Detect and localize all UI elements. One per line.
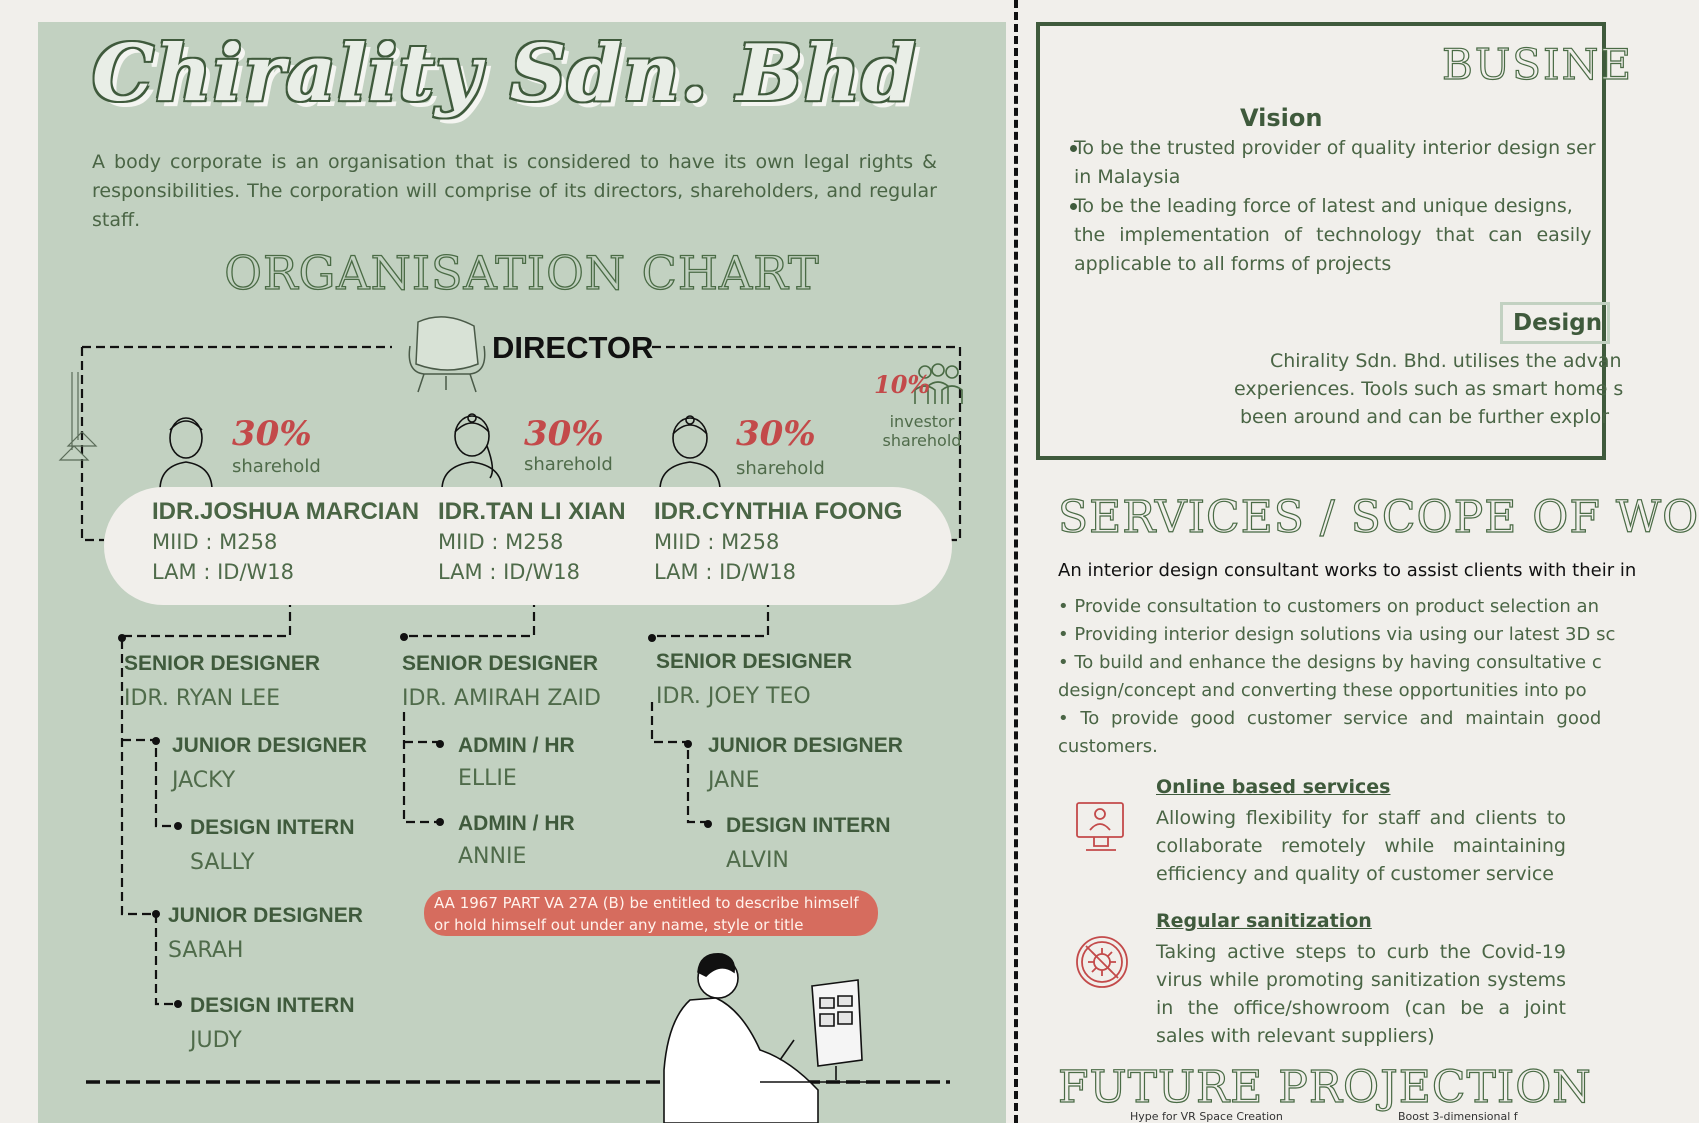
branch1-intern2-name: JUDY	[190, 1028, 242, 1053]
director-avatar-female-2	[660, 416, 720, 490]
services-title: SERVICES / SCOPE OF WO	[1058, 492, 1699, 543]
branch1-junior2-role: JUNIOR DESIGNER	[168, 904, 363, 927]
branch2-admin2-name: ANNIE	[458, 844, 527, 869]
branch1-senior-name: IDR. RYAN LEE	[124, 686, 281, 711]
armchair-icon	[409, 317, 484, 392]
branch3-junior-name: JANE	[708, 768, 760, 793]
vision-line: the implementation of technology that can easily	[1074, 224, 1592, 246]
director-miid: MIID : M258	[152, 530, 278, 554]
branch1-intern1-role: DESIGN INTERN	[190, 816, 355, 839]
page-divider	[1014, 0, 1018, 1123]
sanitization-title: Regular sanitization	[1156, 910, 1372, 932]
director-label: DIRECTOR	[492, 330, 654, 365]
service-line: • Providing interior design solutions via using our latest 3D sc	[1058, 624, 1616, 645]
branch1-junior1-role: JUNIOR DESIGNER	[172, 734, 367, 757]
director-2-percent: 30%	[524, 414, 604, 454]
branch1-junior2-name: SARAH	[168, 938, 244, 963]
director-miid: MIID : M258	[654, 530, 780, 554]
sanitization-body: Taking active steps to curb the Covid-19 virus while promoting sanitization systems in the office/showroom (can be a joint sales with relevant suppliers)	[1156, 941, 1566, 1047]
branch2-admin2-role: ADMIN / HR	[458, 812, 575, 835]
branch1-intern1-name: SALLY	[190, 850, 255, 875]
services-intro: An interior design consultant works to assist clients with their in	[1058, 560, 1637, 581]
branch3-senior-name: IDR. JOEY TEO	[656, 684, 811, 709]
lamp-icon	[60, 372, 96, 460]
director-3-percent: 30%	[736, 414, 816, 454]
branch2-senior-name: IDR. AMIRAH ZAID	[402, 686, 601, 711]
director-2-share-label: sharehold	[524, 454, 613, 475]
director-miid: MIID : M258	[438, 530, 564, 554]
branch1-intern2-role: DESIGN INTERN	[190, 994, 355, 1017]
branch2-admin1-role: ADMIN / HR	[458, 734, 575, 757]
service-line: customers.	[1058, 736, 1158, 757]
director-avatar-female-1	[442, 414, 502, 490]
director-card-1	[152, 498, 419, 584]
online-services-title: Online based services	[1156, 776, 1391, 798]
vision-title: Vision	[1240, 104, 1323, 132]
service-line: • To build and enhance the designs by having consultative c	[1058, 652, 1602, 673]
director-card-2	[438, 498, 626, 584]
branch2-admin1-name: ELLIE	[458, 766, 517, 791]
business-title: BUSINE	[1442, 40, 1634, 89]
service-line: • Provide consultation to customers on product selection an	[1058, 596, 1599, 617]
branch1-junior1-name: JACKY	[172, 768, 236, 793]
director-lam: LAM : ID/W18	[152, 560, 295, 584]
service-line: • To provide good customer service and maintain good	[1058, 708, 1602, 729]
design-tag: Design	[1500, 302, 1610, 344]
investor-percent: 10%	[874, 370, 931, 399]
vision-line: in Malaysia	[1074, 166, 1181, 188]
service-line: design/concept and converting these opportunities into po	[1058, 680, 1587, 701]
vision-item-2	[1074, 192, 1614, 279]
director-avatar-male	[160, 418, 212, 490]
computer-user-icon	[1074, 800, 1128, 856]
director-3-share-label: sharehold	[736, 458, 825, 479]
no-virus-icon	[1074, 934, 1130, 990]
branch3-junior-role: JUNIOR DESIGNER	[708, 734, 903, 757]
future-title: FUTURE PROJECTION	[1058, 1062, 1592, 1113]
intro-paragraph: A body corporate is an organisation that is considered to have its own legal rights & responsibilities. The corporation will comprise of its directors, shareholders, and regular staff.	[92, 151, 937, 231]
branch3-intern-name: ALVIN	[726, 848, 789, 873]
branch3-intern-role: DESIGN INTERN	[726, 814, 891, 837]
legal-note: AA 1967 PART VA 27A (B) be entitled to describe himself or hold himself out under any name, style or title	[424, 890, 878, 936]
future-item-1: Hype for VR Space Creation	[1130, 1110, 1283, 1123]
branch2-senior-role: SENIOR DESIGNER	[402, 652, 599, 675]
director-lam: LAM : ID/W18	[654, 560, 797, 584]
director-name: IDR.CYNTHIA FOONG	[654, 498, 903, 525]
director-name: IDR.JOSHUA MARCIAN	[152, 498, 420, 525]
director-lam: LAM : ID/W18	[438, 560, 581, 584]
designer-illustration	[664, 954, 876, 1123]
company-title: Chirality Sdn. Bhd	[92, 28, 917, 119]
vision-line: applicable to all forms of projects	[1074, 253, 1392, 275]
online-services-body: Allowing flexibility for staff and clients to collaborate remotely while maintaining efficiency and quality of customer service	[1156, 807, 1566, 885]
director-card-3	[654, 498, 902, 584]
investor-label-line2: sharehold	[882, 431, 962, 450]
vision-item-1	[1074, 134, 1614, 192]
director-1-percent: 30%	[232, 414, 312, 454]
vision-line: To be the leading force of latest and unique designs,	[1074, 195, 1573, 217]
investor-label	[872, 412, 972, 450]
director-1-share-label: sharehold	[232, 456, 321, 477]
investor-label-line1: investor	[889, 412, 955, 431]
design-line-3: been around and can be further explor	[1240, 406, 1610, 428]
vision-line: To be the trusted provider of quality interior design ser	[1074, 137, 1596, 159]
director-name: IDR.TAN LI XIAN	[438, 498, 626, 525]
branch1-senior-role: SENIOR DESIGNER	[124, 652, 321, 675]
design-line-2: experiences. Tools such as smart home s	[1234, 378, 1624, 400]
future-item-2: Boost 3-dimensional f	[1398, 1110, 1518, 1123]
branch3-senior-role: SENIOR DESIGNER	[656, 650, 853, 673]
design-line-1: Chirality Sdn. Bhd. utilises the advan	[1270, 350, 1622, 372]
org-chart-title: ORGANISATION CHART	[224, 246, 820, 300]
